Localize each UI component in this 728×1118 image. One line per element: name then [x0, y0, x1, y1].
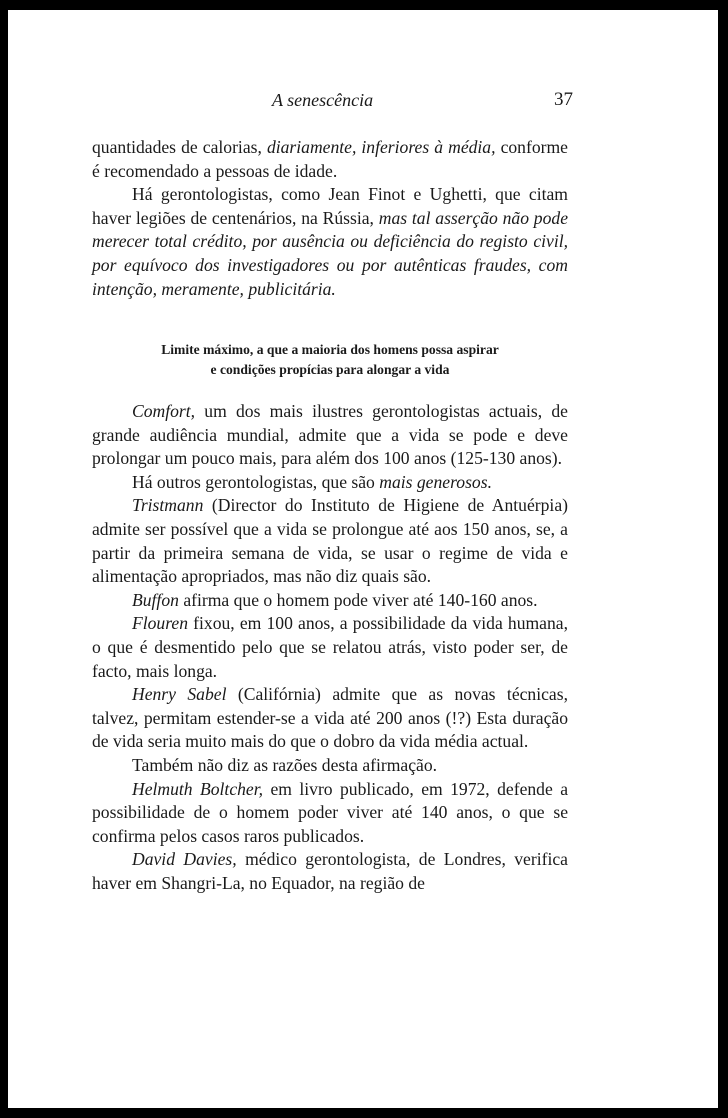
paragraph-comfort: Comfort, um dos mais ilustres gerontologistas actuais, de grande audiência mundial, admite que a vida se pode e deve prolongar um pouco mais, para além dos 100 anos (125-130 anos).	[92, 401, 568, 469]
paragraph-generous: Há outros gerontologistas, que são mais generosos.	[132, 471, 492, 492]
paragraph-sabel: Henry Sabel (Califórnia) admite que as novas técnicas, talvez, permitam estender-se a vida até 200 anos (!?) Esta duração de vida seria muito mais do que o dobro da vida média actual.	[92, 684, 568, 752]
paragraph-no-reasons: Também não diz as razões desta afirmação.	[132, 754, 438, 775]
paragraph-centenarians: Há gerontologistas, como Jean Finot e Ughetti, que citam haver legiões de centenários, na Rússia, mas tal asserção não pode merecer total crédito, por ausência ou deficiência do registo civil, por equívoco dos investigadores ou por autênticas fraudes, com intenção, meramente, publicitária.	[92, 184, 569, 299]
body-text-main	[92, 400, 568, 895]
paragraph-buffon: Buffon afirma que o homem pode viver até 140-160 anos.	[132, 589, 538, 610]
paragraph-continuation: quantidades de calorias, diariamente, inferiores à média, conforme é recomendado a pessoas de idade.	[92, 137, 568, 181]
section-heading	[92, 340, 568, 380]
paragraph-boltcher: Helmuth Boltcher, em livro publicado, em 1972, defende a possibilidade de o homem poder viver até 140 anos, o que se confirma pelos casos raros publicados.	[92, 778, 568, 846]
page-number: 37	[554, 89, 573, 110]
book-page	[8, 10, 718, 1108]
running-header	[8, 90, 718, 120]
section-heading-line-2: e condições propícias para alongar a vida	[210, 362, 450, 377]
paragraph-flouren: Flouren fixou, em 100 anos, a possibilidade da vida humana, o que é desmentido pelo que se relatou atrás, visto poder ser, de facto, mais longa.	[92, 613, 568, 681]
paragraph-davies: David Davies, médico gerontologista, de Londres, verifica haver em Shangri-La, no Equador, na região de	[92, 849, 568, 893]
body-text-top	[92, 136, 568, 301]
section-heading-line-1: Limite máximo, a que a maioria dos homens possa aspirar	[161, 342, 499, 357]
paragraph-tristmann: Tristmann (Director do Instituto de Higiene de Antuérpia) admite ser possível que a vida se prolongue até aos 150 anos, se, a partir da primeira semana de vida, se usar o regime de vida e alimentação apropriados, mas não diz quais são.	[92, 495, 568, 587]
running-title: A senescência	[272, 90, 374, 110]
